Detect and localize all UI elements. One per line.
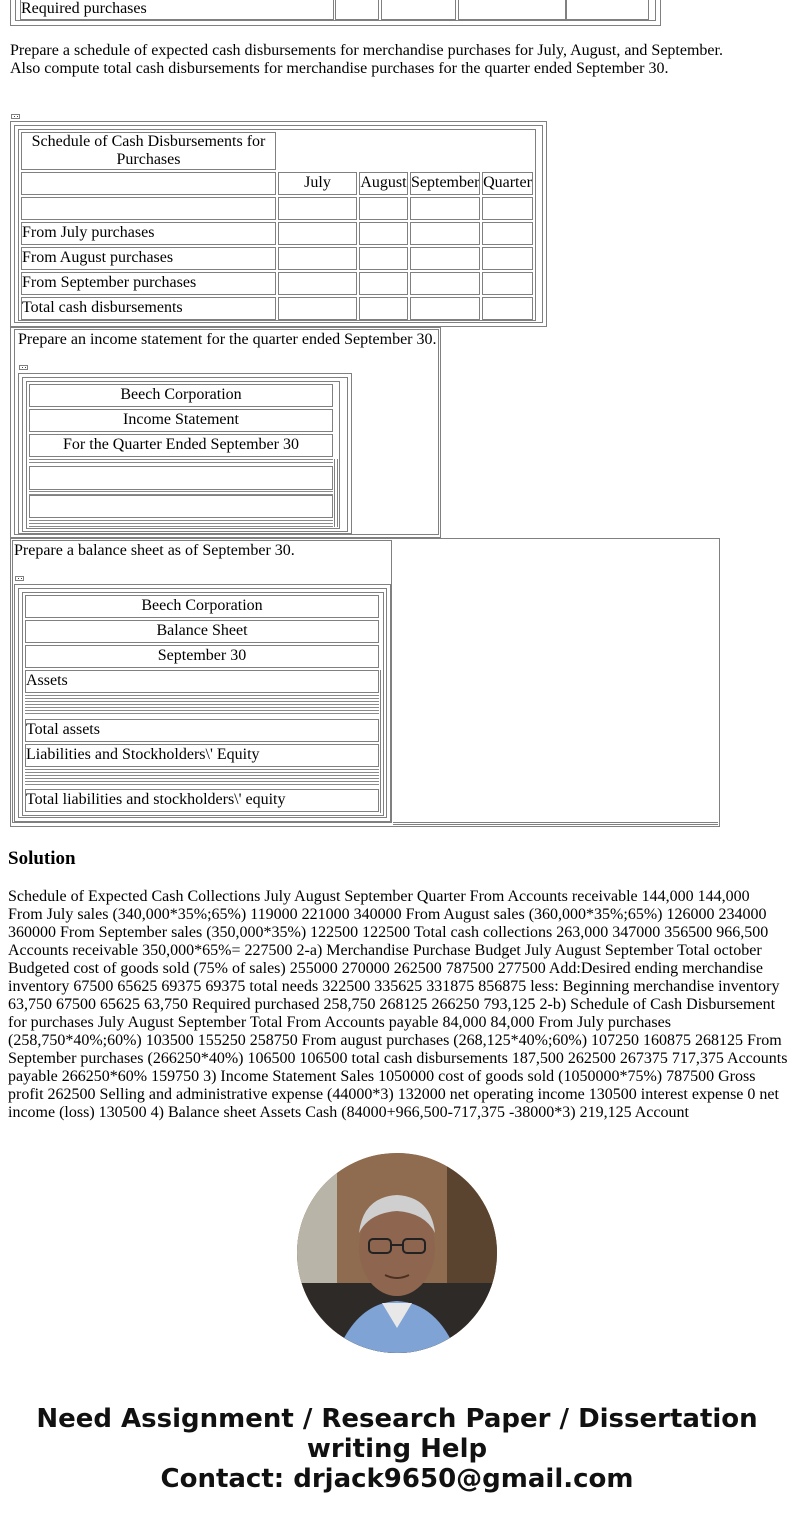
- schedule-input-cell[interactable]: [278, 222, 357, 245]
- schedule-input-cell[interactable]: [359, 222, 408, 245]
- schedule-row-label: From July purchases: [21, 222, 276, 245]
- income-title: Income Statement: [29, 409, 333, 432]
- balance-company: Beech Corporation: [25, 595, 379, 618]
- required-purchases-cell: [458, 0, 566, 20]
- required-purchases-cell: [335, 0, 379, 20]
- collapsed-rows: [29, 459, 333, 465]
- required-purchases-label: Required purchases: [20, 0, 334, 20]
- total-liabilities-row: Total liabilities and stockholders\' equity: [25, 789, 379, 812]
- schedule-input-cell[interactable]: [359, 272, 408, 295]
- table-toggle-icon[interactable]: [15, 576, 24, 581]
- schedule-input-cell[interactable]: [410, 297, 480, 320]
- footer-contact[interactable]: Contact: drjack9650@gmail.com: [160, 1464, 634, 1494]
- column-header-quarter: Quarter: [482, 172, 533, 195]
- required-purchases-cell: [566, 0, 649, 20]
- income-scroll-edge: [334, 459, 338, 527]
- schedule-input-cell[interactable]: [278, 247, 357, 270]
- income-company: Beech Corporation: [29, 384, 333, 407]
- schedule-input-cell[interactable]: [359, 297, 408, 320]
- required-purchases-cell: [381, 0, 456, 20]
- liabilities-header: Liabilities and Stockholders\' Equity: [25, 744, 379, 767]
- schedule-input-cell[interactable]: [482, 297, 533, 320]
- footer-line-2: writing Help: [306, 1434, 488, 1464]
- collapsed-rows: [25, 695, 379, 716]
- schedule-input-cell[interactable]: [278, 297, 357, 320]
- income-prompt: Prepare an income statement for the quarter ended September 30.: [18, 331, 437, 348]
- footer-line-1: Need Assignment / Research Paper / Dissertation: [36, 1404, 758, 1434]
- schedule-input-cell[interactable]: [278, 197, 357, 220]
- balance-bottom-rule: [393, 822, 718, 825]
- solution-body: Schedule of Expected Cash Collections July August September Quarter From Accounts receivable 144,000 144,000 From July sales (340,000*35%;65%) 119000 221000 340000 From August sales (360,000*35%;65%) 126000 234000 360000 From September sales (350,000*35%) 122500 122500 Total cash collections 263,000 347000 356500 966,500 Accounts receivable 350,000*65%= 227500 2-a) Merchandise Purchase Budget July August September Total october Budgeted cost of goods sold (75% of sales) 255000 270000 262500 787500 277500 Add:Desired ending merchandise inventory 67500 65625 69375 69375 total needs 322500 335625 331875 856875 less: Beginning merchandise inventory 63,750 67500 65625 63,750 Required purchased 258,750 268125 266250 793,125 2-b) Schedule of Cash Disbursement for purchases July August September Total From Accounts payable 84,000 84,000 From July purchases (258,750*40%;60%) 103500 155250 258750 From august purchases (268,125*40%;60%) 107250 160875 268125 From September purchases (266250*40%) 106500 106500 total cash disbursements 187,500 262500 267375 717,375 Accounts payable 266250*60% 159750 3) Income Statement Sales 1050000 cost of goods sold (1050000*75%) 787500 Gross profit 262500 Selling and administrative expense (44000*3) 132000 net operating income 130500 interest expense 0 net income (loss) 130500 4) Balance sheet Assets Cash (84000+966,500-717,375 -38000*3) 219,125 Account: [8, 888, 788, 1121]
- schedule-input-cell[interactable]: [410, 222, 480, 245]
- author-portrait-icon: [297, 1153, 497, 1353]
- income-input-row[interactable]: [29, 495, 333, 518]
- schedule-input-cell[interactable]: [359, 197, 408, 220]
- schedule-input-cell[interactable]: [278, 272, 357, 295]
- author-avatar: [297, 1153, 497, 1353]
- balance-prompt: Prepare a balance sheet as of September 30.: [14, 542, 295, 559]
- income-period: For the Quarter Ended September 30: [29, 434, 333, 457]
- schedule-input-cell[interactable]: [410, 197, 480, 220]
- schedule-input-cell[interactable]: [482, 272, 533, 295]
- schedule-row-label: [21, 197, 276, 220]
- balance-date: September 30: [25, 645, 379, 668]
- schedule-input-cell[interactable]: [410, 272, 480, 295]
- balance-title: Balance Sheet: [25, 620, 379, 643]
- table-toggle-icon[interactable]: [19, 365, 28, 370]
- balance-scroll-edge: [380, 670, 384, 813]
- schedule-input-cell[interactable]: [482, 247, 533, 270]
- schedule-title: Schedule of Cash Disbursements for Purchases: [21, 132, 276, 170]
- schedule-row-label: From September purchases: [21, 272, 276, 295]
- collapsed-rows: [29, 520, 333, 527]
- total-assets-row: Total assets: [25, 719, 379, 742]
- column-header-july: July: [278, 172, 357, 195]
- schedule-row-label: Total cash disbursements: [21, 297, 276, 320]
- schedule-input-cell[interactable]: [482, 197, 533, 220]
- table-toggle-icon[interactable]: [11, 114, 20, 119]
- schedule-input-cell[interactable]: [482, 222, 533, 245]
- schedule-input-cell[interactable]: [359, 247, 408, 270]
- column-header-september: September: [410, 172, 480, 195]
- collapsed-rows: [25, 769, 379, 787]
- disbursement-prompt: Prepare a schedule of expected cash disbursements for merchandise purchases for July, August, and September. Also compute total cash disbursements for merchandise purchases for the quarter ended September 30.: [10, 42, 723, 77]
- schedule-header-blank: [21, 172, 276, 195]
- solution-heading: Solution: [8, 848, 76, 869]
- schedule-input-cell[interactable]: [410, 247, 480, 270]
- assets-header: Assets: [25, 670, 379, 693]
- income-input-row[interactable]: [29, 466, 333, 490]
- schedule-row-label: From August purchases: [21, 247, 276, 270]
- column-header-august: August: [359, 172, 408, 195]
